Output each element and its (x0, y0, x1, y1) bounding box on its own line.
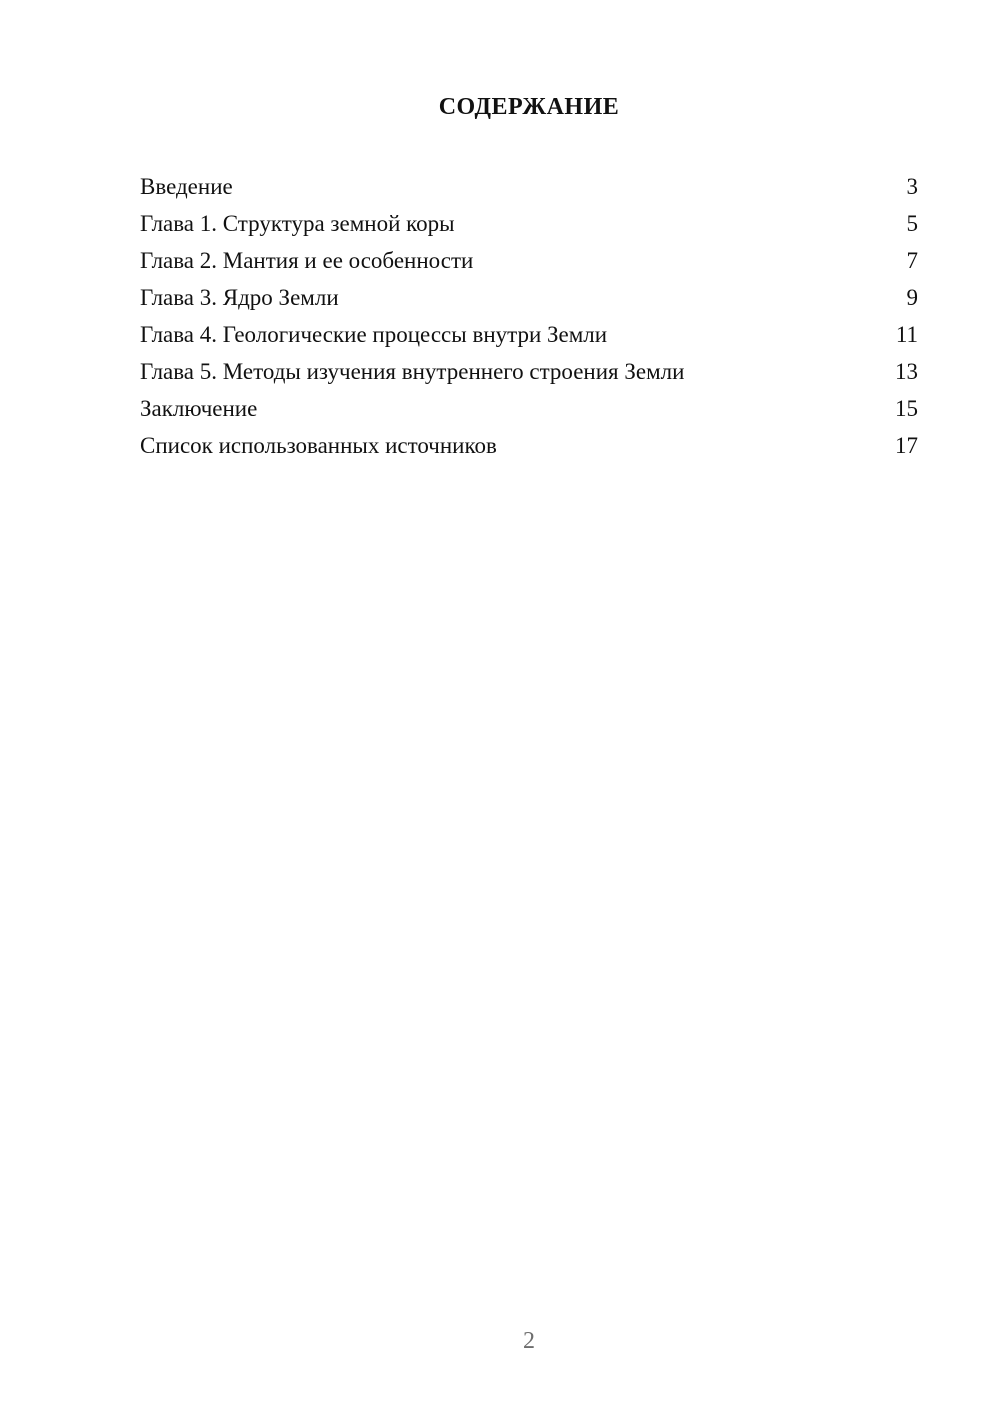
toc-entry (140, 242, 918, 279)
toc-entry-page: 15 (895, 396, 918, 421)
toc-entry-label: Глава 1. Структура земной коры (140, 211, 455, 236)
table-of-contents (140, 168, 918, 464)
toc-entry-label: Заключение (140, 396, 258, 421)
toc-entry-page: 13 (895, 359, 918, 384)
toc-entry (140, 279, 918, 316)
toc-entry-label: Введение (140, 174, 233, 199)
toc-entry-label: Глава 4. Геологические процессы внутри Земли (140, 322, 608, 347)
toc-entry (140, 168, 918, 205)
page-content (0, 0, 1000, 464)
toc-entry (140, 353, 918, 390)
toc-entry-label: Глава 5. Методы изучения внутреннего строения Земли (140, 359, 685, 384)
toc-entry-page: 9 (906, 285, 918, 310)
toc-entry-page: 11 (895, 322, 918, 347)
toc-entry-page: 7 (906, 248, 918, 273)
toc-entry-label: Глава 3. Ядро Земли (140, 285, 339, 310)
toc-entry-label: Глава 2. Мантия и ее особенности (140, 248, 474, 273)
toc-entry-label: Список использованных источников (140, 433, 497, 458)
page-number-footer: 2 (523, 1328, 535, 1354)
page-title: СОДЕРЖАНИЕ (438, 94, 620, 120)
toc-entry-page: 17 (895, 433, 918, 458)
toc-entry (140, 427, 918, 464)
toc-entry-page: 3 (906, 174, 918, 199)
toc-entry (140, 205, 918, 242)
toc-entry-page: 5 (906, 211, 918, 236)
toc-entry (140, 390, 918, 427)
toc-entry (140, 316, 918, 353)
